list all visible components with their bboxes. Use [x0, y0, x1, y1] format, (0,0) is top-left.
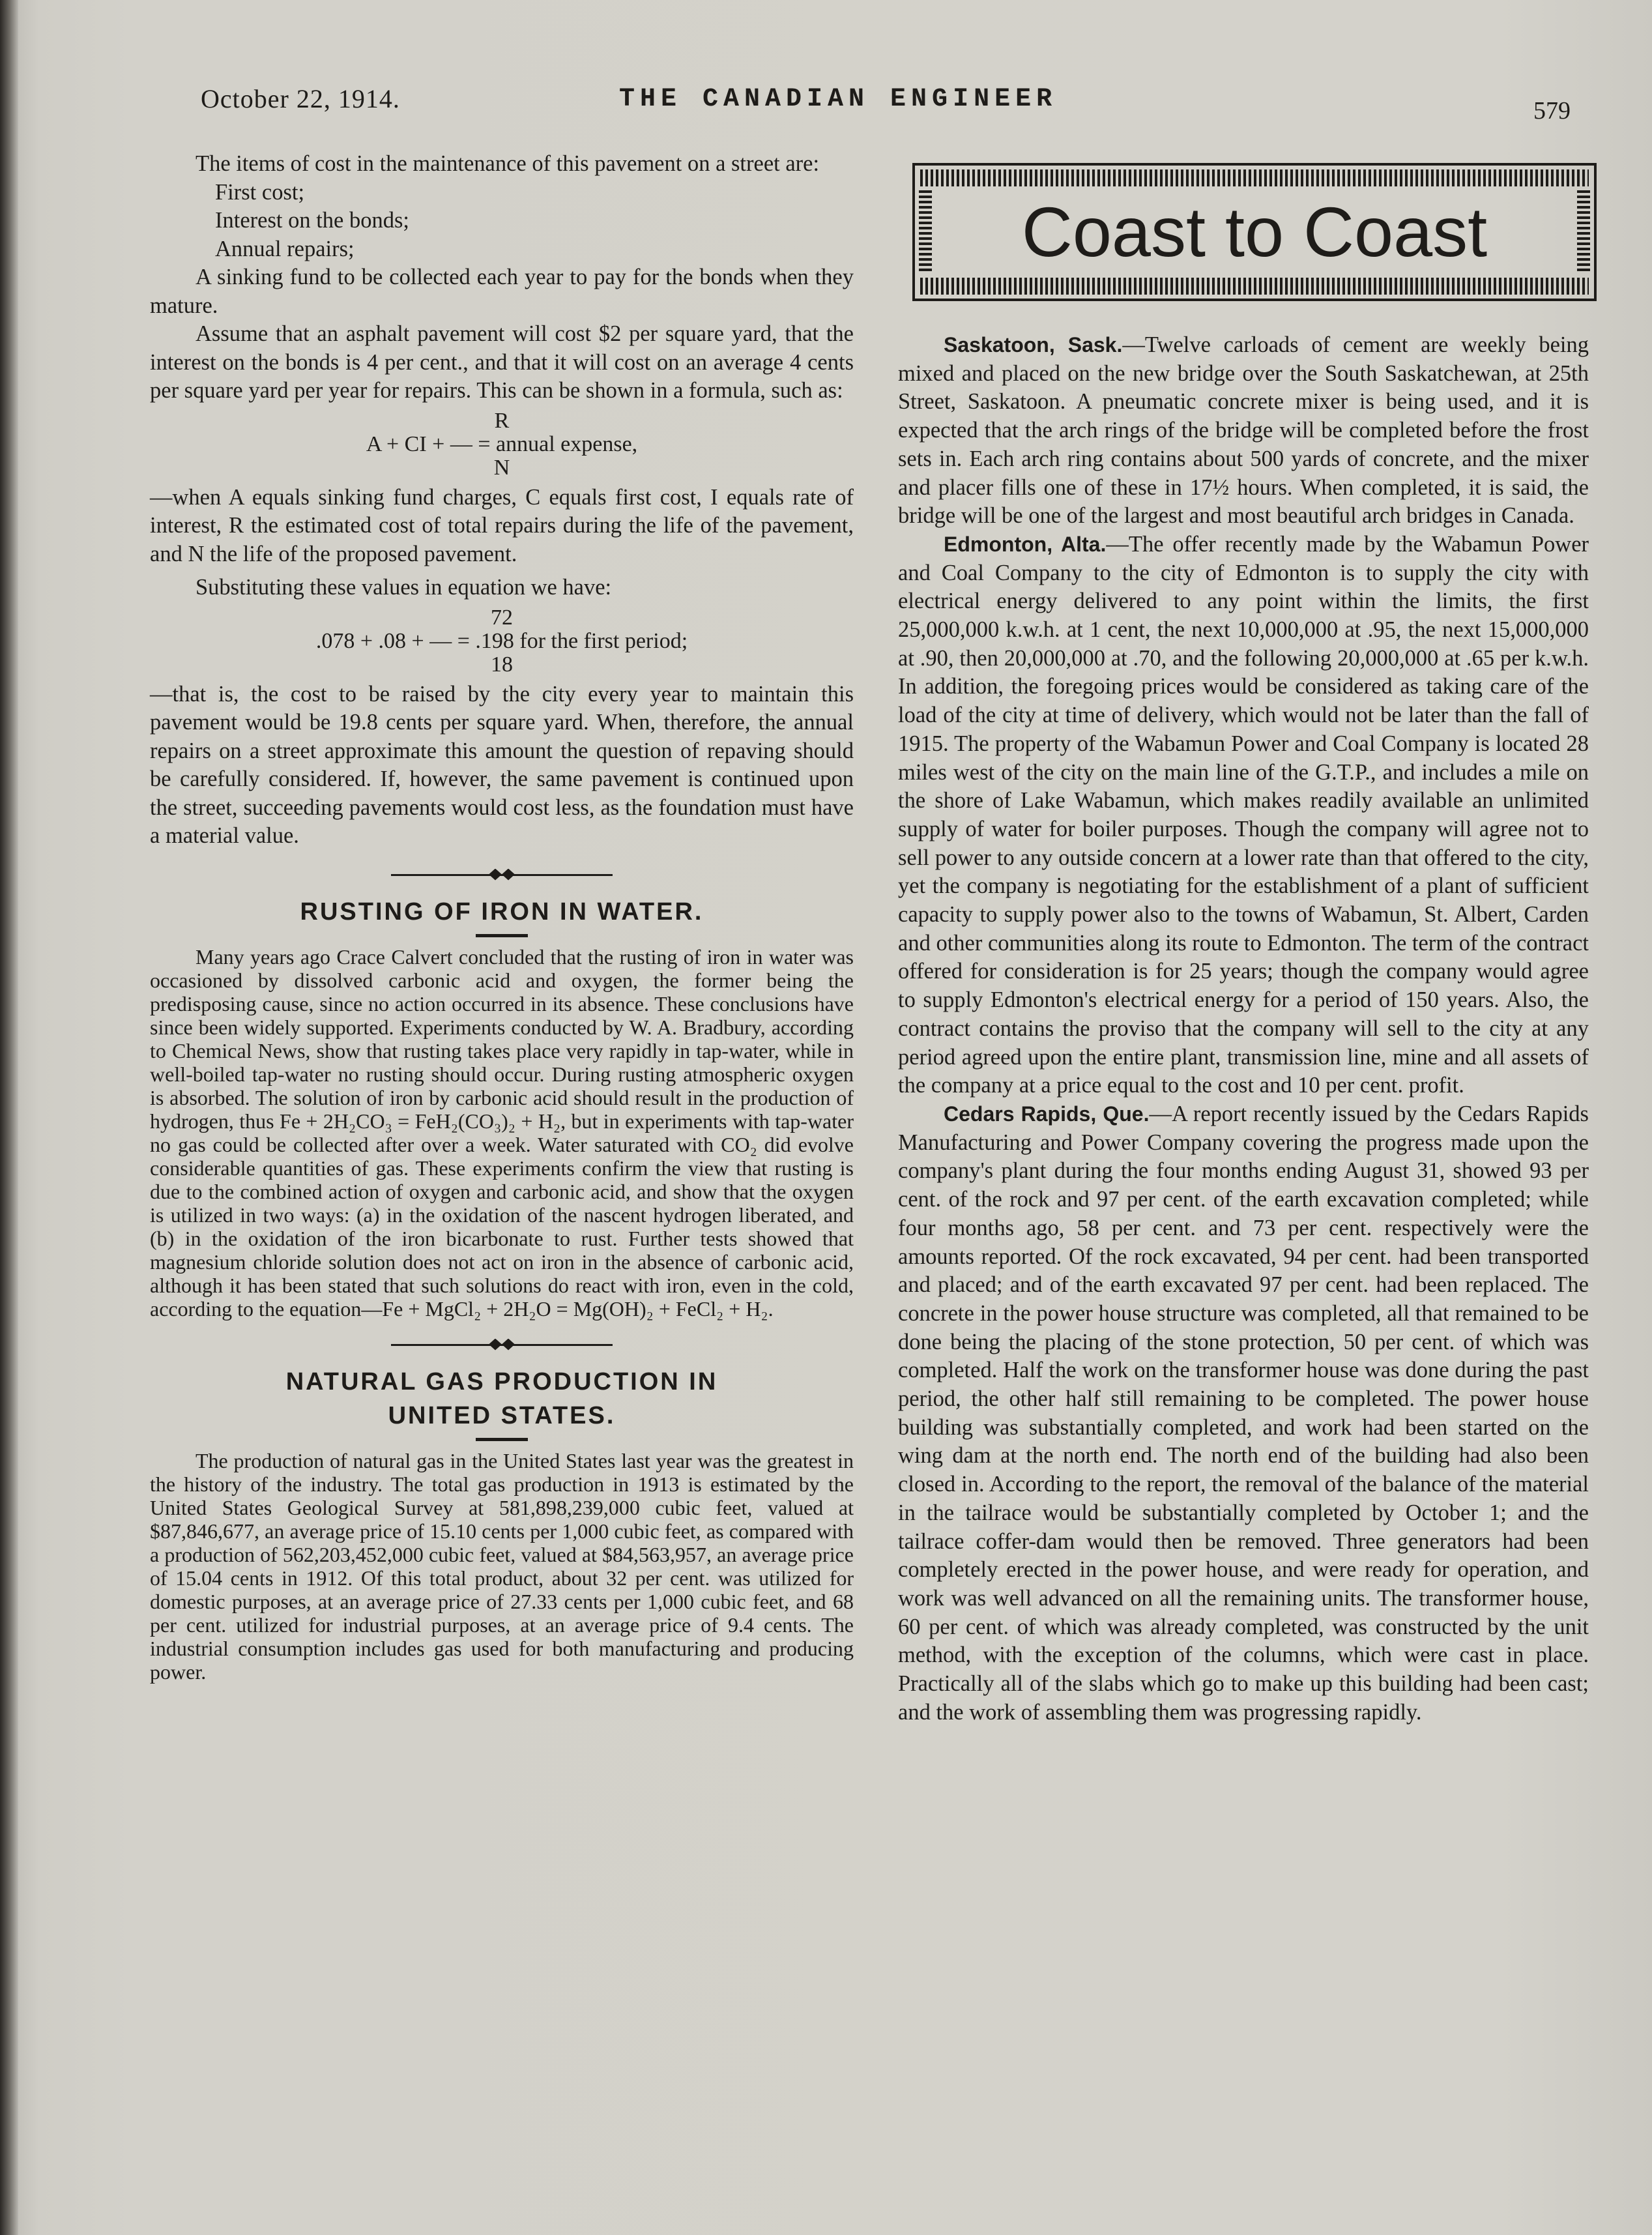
banner-hatch-border [920, 169, 1589, 186]
formula-denominator: 18 [491, 652, 513, 677]
running-head [196, 78, 1571, 124]
banner-title: Coast to Coast [1021, 192, 1488, 271]
natural-gas-heading-line2: UNITED STATES. [388, 1401, 616, 1429]
rusting-body: Many years ago Crace Calvert concluded that the rusting of iron in water was occasioned by dissolved carbonic acid and oxygen, the former being the predisposing cause, since no action occurred in its absence. These conclusions have since been widely supported. Experiments conducted by W. A. Bradbury, according to Chemical News, show that rusting takes place very rapidly in tap-water, while in well-boiled tap-water no rusting should occur. During rusting atmospheric oxygen is absorbed. The solution of iron by carbonic acid should result in the production of hydrogen, thus Fe + 2H₂CO₃ = FeH₂(CO₃)₂ + H₂, but in experiments with tap-water no gas could be collected after over a week. Water saturated with CO₂ did evolve considerable quantities of gas. These experiments confirm the view that rusting is due to the combined action of oxygen and carbonic acid, and show that the oxygen is utilized in two ways: (a) in the oxidation of the nascent hydrogen liberated, and (b) in the oxidation of the iron bicarbonate to rust. Further tests showed that magnesium chloride solution does not act on iron in the absence of carbonic acid, although it has been stated that such solutions do react with iron, even in the cold, according to the equation—Fe + MgCl₂ + 2H₂O = Mg(OH)₂ + FeCl₂ + H₂. [150, 944, 854, 1321]
formula-numerator: 72 [491, 605, 513, 630]
left-column [150, 150, 854, 1684]
assume-paragraph: Assume that an asphalt pavement will cost $2 per square yard, that the interest on the bonds is 4 per cent., and that it will cost on an average 4 cents per square yard per year for repairs. This can be shown in a formula, such as: [150, 321, 854, 403]
news-place: Cedars Rapids, Que. [944, 1102, 1150, 1126]
cost-intro: The items of cost in the maintenance of this pavement on a street are: [196, 151, 820, 176]
cost-item-interest: Interest on the bonds; [215, 208, 409, 233]
right-column [898, 331, 1589, 1727]
formula-main-line: A + CI + — = annual expense, [366, 431, 638, 456]
substituted-formula [150, 606, 854, 677]
issue-date: October 22, 1914. [201, 84, 400, 113]
cost-conclusion-paragraph: —that is, the cost to be raised by the city every year to maintain this pavement would be 19.8 cents per square yard. When, therefore, the annual repairs on a street approximate this amount the question of repaving should be carefully considered. If, however, the same pavement is continued upon the street, succeeding pavements would cost less, as the foundation must have a material value. [150, 681, 854, 848]
page-spine-shadow [0, 0, 18, 2235]
natural-gas-body: The production of natural gas in the United States last year was the greatest in the history of the industry. The total gas production in 1913 is estimated by the United States Geological Survey at 581,898,239,000 cubic feet, valued at $87,846,677, an average price of 15.10 cents per 1,000 cubic feet, as compared with a production of 562,203,452,000 cubic feet, valued at $84,563,957, an average price of 15.04 cents in 1912. Of this total product, about 32 per cent. was utilized for domestic purposes, at an average price of 27.33 cents per 1,000 cubic feet, and 68 per cent. utilized for industrial purposes, at an average price of 9.4 cents. The industrial consumption includes gas used for both manufacturing and producing power. [150, 1448, 854, 1684]
substituting-paragraph: Substituting these values in equation we have: [196, 575, 612, 600]
section-divider [391, 866, 613, 883]
news-place: Saskatoon, Sask. [944, 333, 1123, 357]
coast-to-coast-banner [912, 163, 1597, 301]
rusting-heading: RUSTING OF IRON IN WATER. [300, 898, 704, 926]
cost-item-first: First cost; [215, 179, 305, 205]
formula-denominator: N [493, 455, 510, 480]
natural-gas-heading [150, 1365, 854, 1433]
news-place: Edmonton, Alta. [944, 532, 1107, 556]
cost-item-repairs: Annual repairs; [215, 236, 355, 261]
section-divider [391, 1336, 613, 1353]
page-number: 579 [1533, 97, 1571, 124]
formula-explanation: —when A equals sinking fund charges, C equals first cost, I equals rate of interest, R the estimated cost of total repairs during the life of the pavement, and N the life of the proposed pavement. [150, 484, 854, 566]
formula-numerator: R [494, 408, 510, 433]
banner-hatch-border [920, 278, 1589, 295]
annual-expense-formula [150, 409, 854, 480]
news-item-saskatoon [898, 331, 1589, 531]
heading-rule [476, 934, 528, 937]
news-text: —Twelve carloads of cement are weekly being mixed and placed on the new bridge over the South Saskatchewan, at 25th Street, Saskatoon. A pneumatic concrete mixer is being used, and it is expected that the arch rings of the bridge will be completed before the frost sets in. Each arch ring contains about 500 yards of concrete, and the mixer and placer fills one of these in 17½ hours. When completed, it is said, the bridge will be one of the largest and most beautiful arch bridges in Canada. [898, 332, 1589, 529]
formula-main-line: .078 + .08 + — = .198 for the first period; [315, 628, 688, 653]
news-item-cedars-rapids [898, 1100, 1589, 1727]
journal-title: THE CANADIAN ENGINEER [619, 85, 1058, 114]
news-item-edmonton [898, 531, 1589, 1100]
heading-rule [476, 1438, 528, 1441]
sinking-fund-paragraph: A sinking fund to be collected each year to pay for the bonds when they mature. [150, 265, 854, 318]
news-text: —The offer recently made by the Wabamun Power and Coal Company to the city of Edmonton is to supply the city with electrical energy delivered to any point within the limits, the first 25,000,000 k.w.h. at 1 cent, the next 10,000,000 at .95, the next 15,000,000 at .90, then 20,000,000 at .70, and the following 20,000,000 at .65 per k.w.h. In addition, the foregoing prices would be considered as taking care of the load of the city at time of delivery, which would not be later than the fall of 1915. The property of the Wabamun Power and Coal Company is located 28 miles west of the city on the main line of the G.T.P., and includes a mile on the shore of Lake Wabamun, which makes readily available an unlimited supply of water for boiler purposes. Though the company will agree not to sell power to any outside concern at a lower rate than that offered to the city, yet the company is negotiating for the establishment of a plant of sufficient capacity to supply power also to the towns of Wabamun, St. Albert, Carden and other communities along its route to Edmonton. The term of the contract offered for consideration is for 25 years; though the company would agree to supply Edmonton's electrical energy for a period of 150 years. Also, the contract contains the proviso that the company will sell to the city at any period agreed upon the entire plant, transmission line, mine and all assets of the company at a price equal to the cost and 10 per cent. profit. [898, 531, 1589, 1098]
natural-gas-heading-line1: NATURAL GAS PRODUCTION IN [285, 1367, 718, 1395]
news-text: —A report recently issued by the Cedars Rapids Manufacturing and Power Company covering the progress made upon the company's plant during the four months ending August 31, showed 93 per cent. of the rock and 97 per cent. of the earth excavation completed; while four months ago, 58 per cent. and 73 per cent. respectively were the amounts reported. Of the rock excavated, 94 per cent. had been transported and placed; and of the earth excavated 97 per cent. had been replaced. The concrete in the power house structure was completed, all that remained to be done being the placing of the stone protection, 50 per cent. of which was completed. Half the work on the transformer house was done during the past period, the other half still remaining to be completed. The power house building was substantially completed, and work had been started on the wing dam at the north end. The north end of the building had also been closed in. According to the report, the removal of the balance of the material in the tailrace would be substantially completed by October 1; and the tailrace coffer-dam would then be removed. Three generators had been completely erected in the power house, and were ready for operation, and work was well advanced on all the remaining units. The transformer house, 60 per cent. of which was already completed, was constructed by the unit method, with the exception of the columns, which were cast in place. Practically all of the slabs which go to make up this building had been cast; and the work of assembling them was progressing rapidly. [898, 1101, 1589, 1725]
